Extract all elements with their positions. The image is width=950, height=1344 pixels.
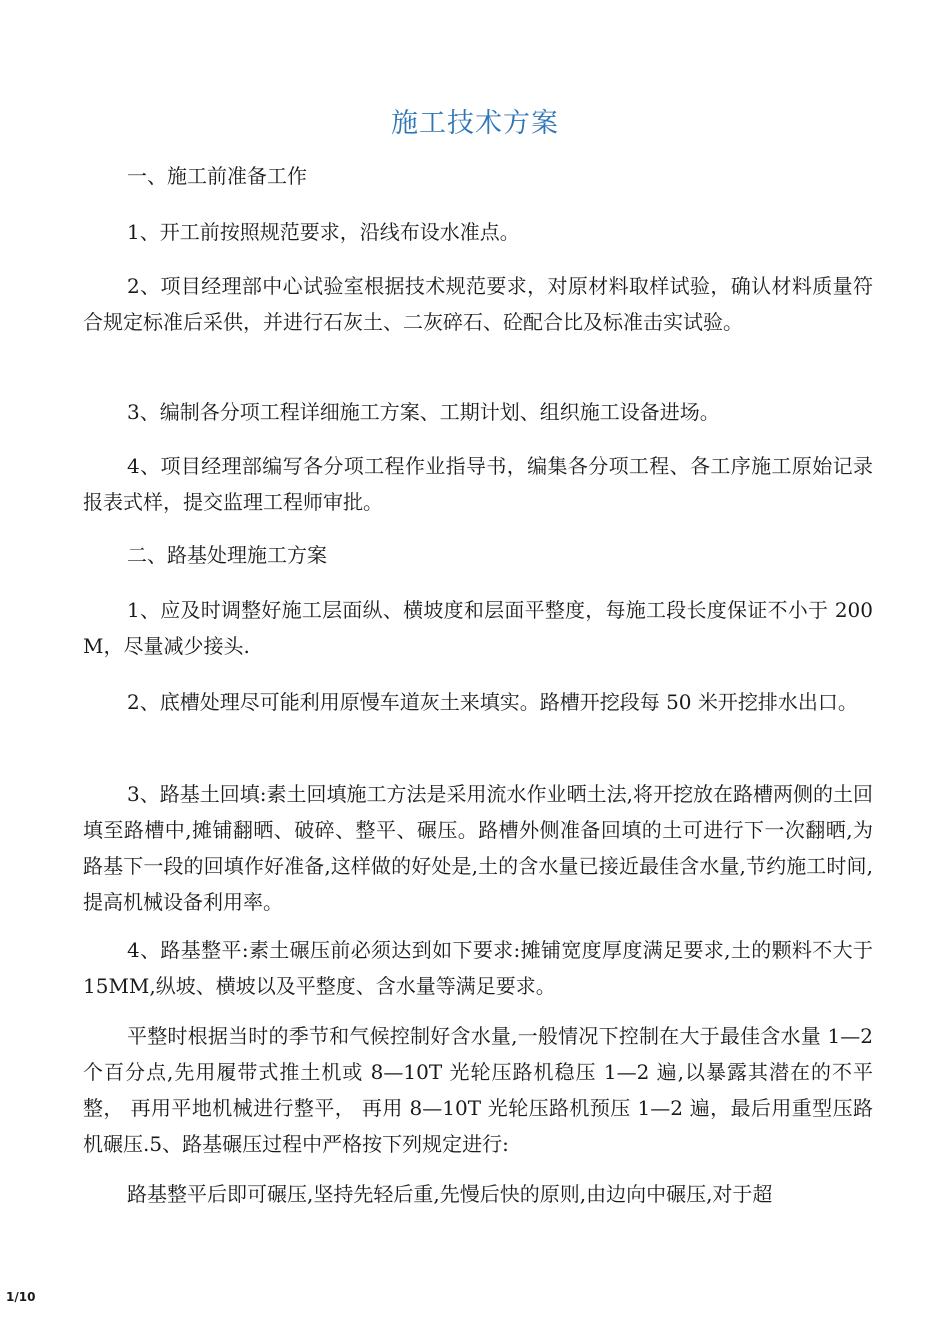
section-heading-1: 一、施工前准备工作 (127, 164, 307, 188)
paragraph: 1、应及时调整好施工层面纵、横坡度和层面平整度，每施工段长度保证不小于 200M，尽量减少接头. (83, 598, 873, 658)
paragraph: 4、项目经理部编写各分项工程作业指导书，编集各分项工程、各工序施工原始记录报表式样，提交监理工程师审批。 (83, 454, 873, 514)
paragraph: 2、底槽处理尽可能利用原慢车道灰土来填实。路槽开挖段每 50 米开挖排水出口。 (127, 690, 858, 714)
document-title: 施工技术方案 (391, 108, 559, 139)
paragraph: 1、开工前按照规范要求，沿线布设水准点。 (127, 220, 520, 244)
section-heading-2: 二、路基处理施工方案 (127, 543, 327, 567)
paragraph: 2、项目经理部中心试验室根据技术规范要求，对原材料取样试验，确认材料质量符合规定标准后采供，并进行石灰土、二灰碎石、砼配合比及标准击实试验。 (83, 274, 873, 334)
page-number: 1/10 (6, 1290, 36, 1304)
paragraph: 4、路基整平:素土碾压前必须达到如下要求:摊铺宽度厚度满足要求,土的颗料不大于 15MM,纵坡、横坡以及平整度、含水量等满足要求。 (83, 938, 873, 998)
paragraph: 路基整平后即可碾压,坚持先轻后重,先慢后快的原则,由边向中碾压,对于超 (127, 1182, 773, 1206)
paragraph: 平整时根据当时的季节和气候控制好含水量,一般情况下控制在大于最佳含水量 1—2 个百分点,先用履带式推土机或 8—10T 光轮压路机稳压 1—2 遍,以暴露其潜在的不平整， 再用平地机械进行整平， 再用 8—10T 光轮压路机预压 1—2 遍，最后用重型压路机碾压.5、路基碾压过程中严格按下列规定进行: (83, 1024, 873, 1156)
paragraph: 3、编制各分项工程详细施工方案、工期计划、组织施工设备进场。 (127, 400, 720, 424)
paragraph: 3、路基土回填:素土回填施工方法是采用流水作业晒土法,将开挖放在路槽两侧的土回填至路槽中,摊铺翻晒、破碎、整平、碾压。路槽外侧准备回填的土可进行下一次翻晒,为路基下一段的回填作好准备,这样做的好处是,土的含水量已接近最佳含水量,节约施工时间,提高机械设备利用率。 (83, 782, 873, 914)
